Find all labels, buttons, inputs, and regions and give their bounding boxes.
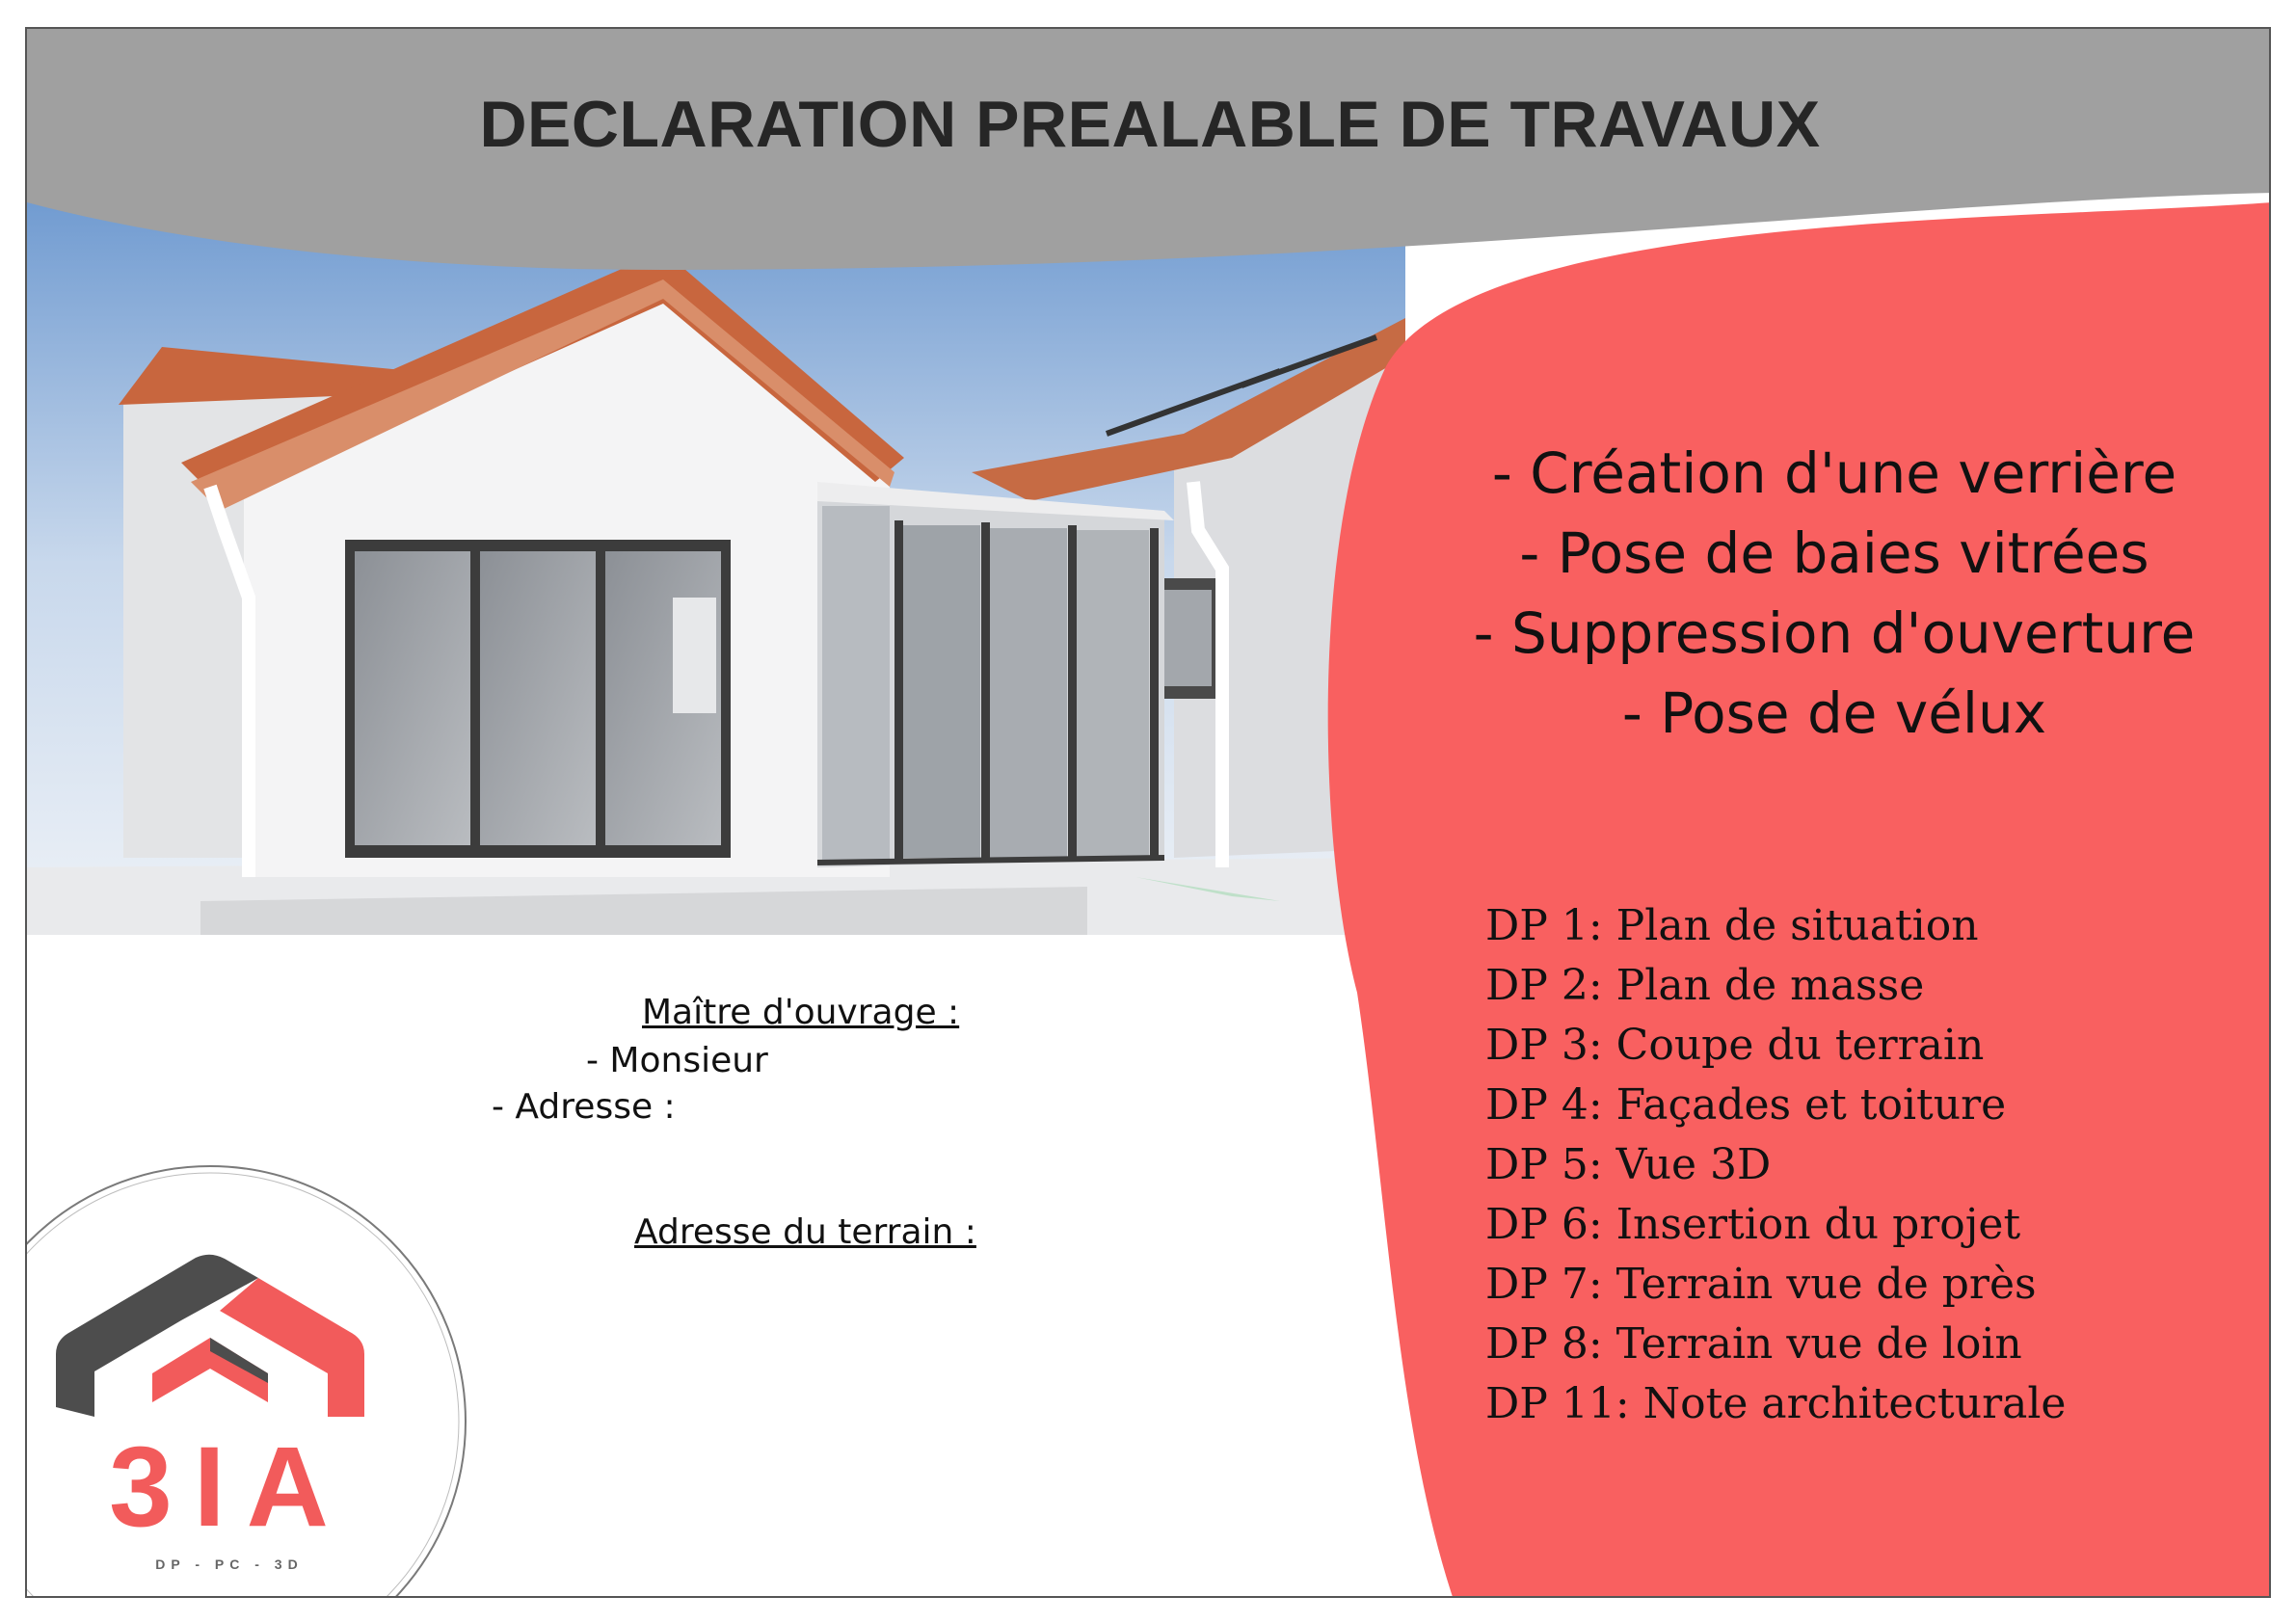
- document-item: DP 3: Coupe du terrain: [1485, 1021, 1985, 1070]
- land-address-heading: Adresse du terrain :: [634, 1212, 976, 1252]
- document-item: DP 6: Insertion du projet: [1485, 1200, 2021, 1249]
- document-item: DP 2: Plan de masse: [1485, 961, 1925, 1010]
- page-title: DECLARATION PREALABLE DE TRAVAUX: [479, 88, 1821, 161]
- document-item: DP 7: Terrain vue de près: [1485, 1260, 2037, 1309]
- document-item: DP 5: Vue 3D: [1485, 1140, 1772, 1189]
- logo-house-icon: [56, 1255, 364, 1417]
- logo-text: 3IA: [109, 1423, 350, 1551]
- works-item: - Pose de baies vitrées: [1519, 520, 2149, 586]
- owner-heading: Maître d'ouvrage :: [642, 993, 960, 1032]
- works-item: - Création d'une verrière: [1491, 440, 2177, 506]
- owner-address: - Adresse :: [492, 1087, 676, 1127]
- works-list: [1376, 434, 2271, 754]
- works-item: - Pose de vélux: [1621, 680, 2047, 746]
- document-page: [25, 27, 2271, 1598]
- document-item: DP 8: Terrain vue de loin: [1485, 1319, 2022, 1369]
- documents-list: [1485, 896, 2066, 1434]
- house-render-image: [27, 193, 1405, 935]
- document-item: DP 4: Façades et toiture: [1485, 1080, 2007, 1130]
- logo-subtitle: DP - PC - 3D: [155, 1556, 304, 1572]
- owner-name: - Monsieur: [586, 1041, 768, 1080]
- document-item: DP 11: Note architecturale: [1485, 1379, 2067, 1428]
- works-item: - Suppression d'ouverture: [1473, 600, 2196, 666]
- document-item: DP 1: Plan de situation: [1485, 901, 1979, 950]
